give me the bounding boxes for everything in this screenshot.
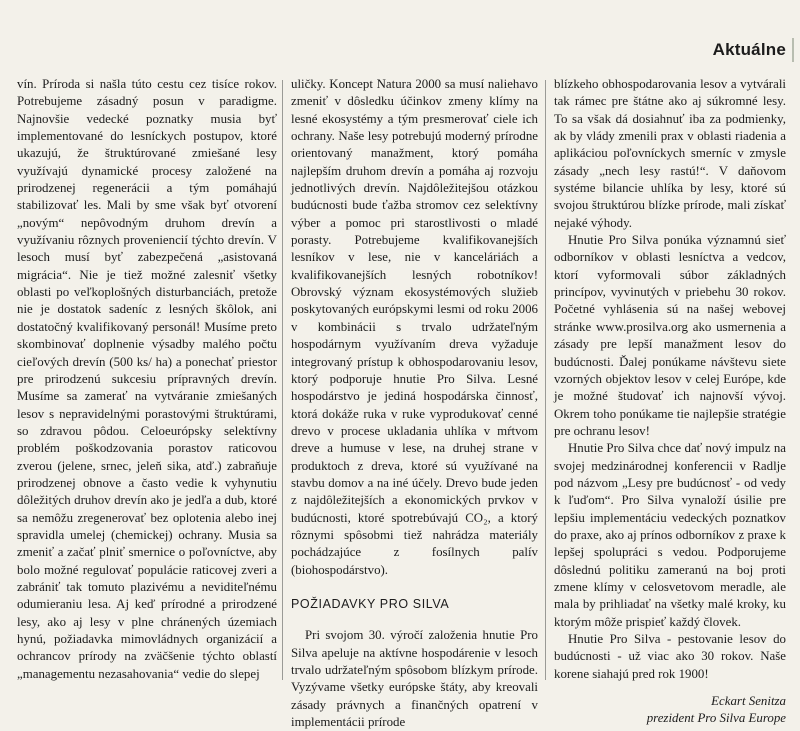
author-role: prezident Pro Silva Europe [646, 711, 786, 726]
section-marker-bar [792, 38, 794, 62]
paragraph: Pri svojom 30. výročí založenia hnutie Pro Silva apeluje na aktívne hospodárenie v lesoch trvalo udržateľným spôsobom blízkym prírode. Vyzývame všetky európske štáty, aby kreovali zásady právnych a finančných opatrení v implementácii prírode [291, 628, 538, 730]
text-column-3 [554, 76, 786, 728]
paragraph: vín. Príroda si našla túto cestu cez tisíce rokov. Potrebujeme zásadný posun v paradigme. Najnovšie vedecké poznatky musia byť implementované do lesníckych postupov, ktoré ukazujú, že štruktúrované zmiešané lesy využívajú dynamické procesy založené na prirodzenej regenerácii a tým pomáhajú stabilizovať les. Mali by sme však byť otvorení „novým“ nepôvodným druhom drevín a využívaniu rôznych proveniencií týchto drevín. V lesoch musí byť zabezpečená „asistovaná migrácia“. Nie je tiež možné zalesniť všetky oblasti po veľkoplošných disturbanciách, pretože nie je dostatok sadeníc z lesných škôlok, ani dostatočný kvalifikovaný personál! Musíme preto skombinovať doplnenie výsadby malého počtu cieľových drevín (500 ks/ ha) a ponechať priestor pre prirodzenú sukcesiu prípravných drevín. Musíme sa zamerať na vytváranie zmiešaných lesov s nepravidelnými porastovými štruktúrami, so zdravou pôdou. Celoeurópsky selektívny problém poškodzovania porastov raticovou zverou (jelene, srnec, jeleň sika, atď.) zabraňuje prirodzenej obnove a často vedie k vyhynutiu dôležitých druhov drevín ako je jedľa a dub, ktoré sa nemôžu zregenerovať bez oplotenia alebo inej spravidla umelej (chemickej) ochrany. Musia sa zmeniť a začať plniť smernice o poľovníctve, aby bolo možné regulovať populácie raticovej zveri a zabrániť tak tomuto plazivému a neviditeľnému odumieraniu lesa. Aj keď prírodné a prirodzené lesy, ako aj lesy v plne chránených územiach hynú, požiadavka mimovládnych organizácií a ochrancov prírody na zväčšenie týchto oblastí „managementu nezasahovania“ vedie do slepej [17, 77, 277, 681]
column-divider [282, 80, 283, 680]
column-divider [545, 80, 546, 680]
paragraph: Hnutie Pro Silva chce dať nový impulz na svojej medzinárodnej konferencii v Radlje pod názvom „Lesy pre budúcnosť - od vedy k ľuďom“. Pro Silva vynaloží úsilie pre lepšiu implementáciu vedeckých poznatkov do praxe, ako aj prínos odborníkov z praxe k lepšej spolupráci s vedou. Podporujeme dôslednú politiku zameranú na boj proti zmene klímy v celosvetovom meradle, ale mala by prihliadať na všetky malé kroky, ku ktorým môže prispieť každý človek. [554, 441, 786, 629]
paragraph: uličky. Koncept Natura 2000 sa musí naliehavo zmeniť v dôsledku účinkov zmeny klímy na lesné ekosystémy a tým presmerovať ciele ich ochrany. Naše lesy potrebujú moderný prírodne orientovaný manažment, ktorý pomáha najlepším druhom drevín a pomáha aj rozvoju jednotlivých drevín. Najdôležitejšou otázkou budúcnosti bude ťažba stromov cez selektívny výber a pomoc pri starostlivosti o mladé porasty. Potrebujeme kvalifikovanejších lesníkov v lese, nie v kanceláriách a kvalifikovanejších lesných robotníkov! Obrovský význam ekosystémových služieb poskytovaných európskymi lesmi od roku 2006 v kombinácii s trvalo udržateľným hospodárnym využívaním dreva vyžaduje integrovaný prístup k obhospodarovaniu lesov, ktorý podporuje hnutie Pro Silva. Lesné hospodárstvo je jediná hospodárska činnosť, ktorá dokáže ruka v ruke vyprodukovať cenné drevo v procese ukladania uhlíka v mŕtvom dreve a humuse v lese, na druhej strane v produktoch z dreva, ktoré sú využívané na stavbu domov a na iné účely. Drevo bude jeden z najdôležitejších a ekonomických prvkov v budúcnosti, ktoré spotrebúvajú CO₂, a ktorý rôznymi spôsobmi tiež nahrádza materiály pochádzajúce z fosílnych palív (biohospodárstvo). [291, 77, 538, 577]
author-signature [554, 693, 786, 728]
paragraph: Hnutie Pro Silva - pestovanie lesov do budúcnosti - už viac ako 30 rokov. Naše korene siahajú pred rok 1900! [554, 632, 786, 681]
paragraph: blízkeho obhospodarovania lesov a vytvárali tak rámec pre štátne ako aj súkromné lesy. To sa však dá dosiahnuť iba za podmienky, ak by vlády zmenili prax v oblasti riadenia a aplikáciou poľovníckych smerníc v zmysle zásady „nech lesy rastú!“. V daňovom systéme bilancie uhlíka by lesy, ktoré sú svojou štruktúrou blízke prírode, mali získať nejaké výhody. [554, 77, 786, 230]
text-column-2 [291, 76, 538, 731]
section-title: Aktuálne [712, 40, 786, 59]
paragraph: Hnutie Pro Silva ponúka významnú sieť odborníkov v oblasti lesníctva a vedcov, ktorí vyformovali súbor základných princípov, vyvinutých v priebehu 30 rokov. Početné vyhlásenia sú na našej webovej stránke www.prosilva.org ako usmernenia a zásady pre lepší manažment lesov do budúcnosti. Ďalej ponúkame návštevu siete vzorných objektov lesov v celej Európe, kde je možné študovať ich najnovší vývoj. Okrem toho ponúkame tie najlepšie stratégie pre ochranu lesov! [554, 233, 786, 438]
section-heading: POŽIADAVKY PRO SILVA [291, 596, 450, 611]
author-name: Eckart Senitza [711, 694, 786, 709]
text-column-1 [17, 76, 277, 683]
